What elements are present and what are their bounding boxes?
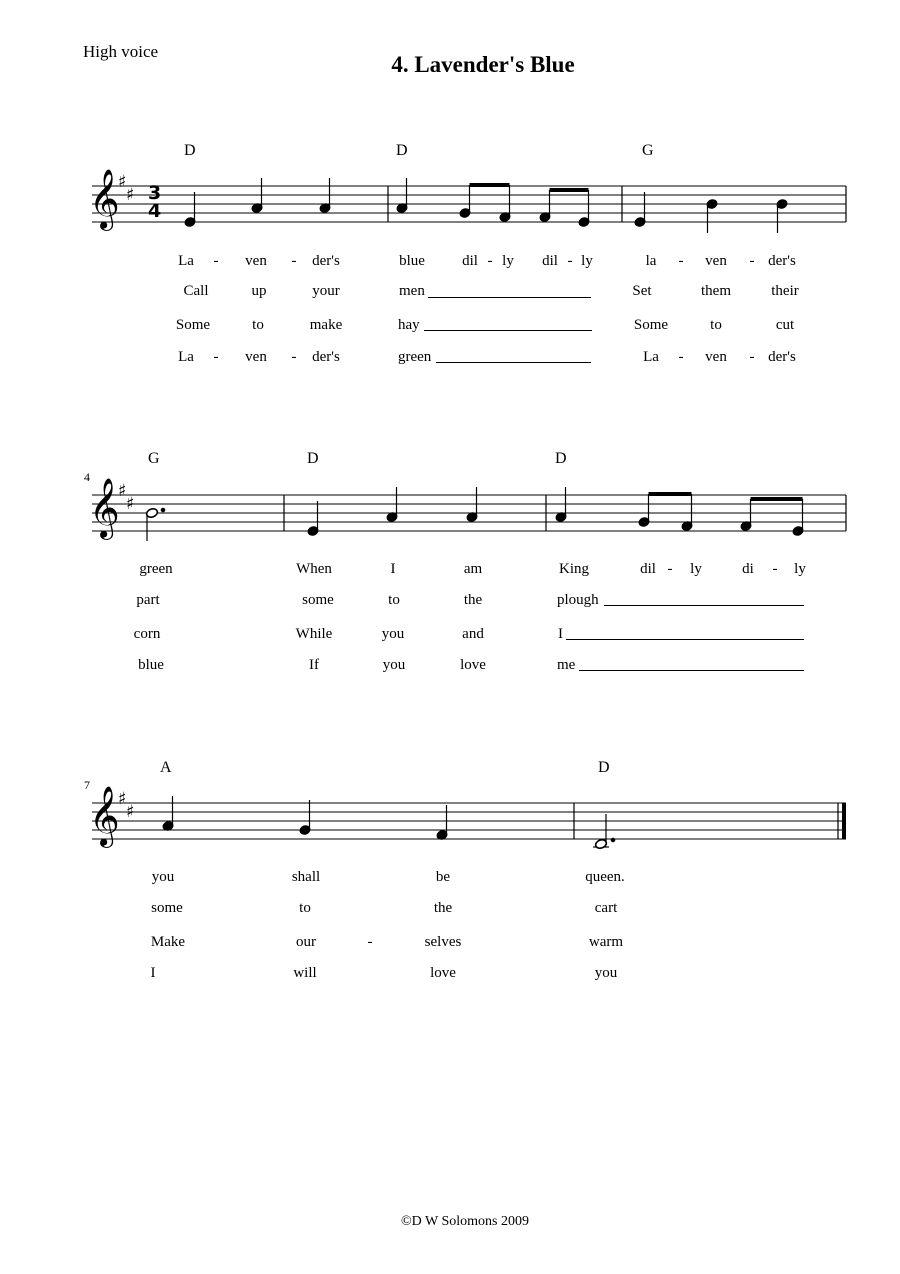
lyric-syllable: corn <box>133 626 161 642</box>
measure-number: 4 <box>84 470 90 484</box>
lyric-syllable: men <box>399 283 425 299</box>
lyric-syllable: La <box>178 253 194 269</box>
lyric-syllable: plough <box>557 592 599 608</box>
lyric-syllable: some <box>151 900 183 916</box>
lyric-syllable: ly <box>502 253 514 269</box>
lyric-syllable: you <box>382 657 406 673</box>
lyric-syllable: ven <box>705 253 727 269</box>
lyric-syllable: green <box>139 561 173 577</box>
lyric-syllable: our <box>296 934 316 950</box>
lyric-syllable: I <box>558 626 563 642</box>
lyric-syllable: make <box>309 317 343 333</box>
lyric-syllable: ven <box>245 349 267 365</box>
lyric-syllable: ven <box>705 349 727 365</box>
lyric-syllable: you <box>381 626 405 642</box>
lyric-syllable: Make <box>150 934 186 950</box>
lyric-hyphen: - <box>567 253 573 269</box>
lyric-syllable: love <box>460 657 486 673</box>
sharp-f-icon: ♯ <box>118 172 127 192</box>
lyric-syllable: cart <box>594 900 618 916</box>
lyric-syllable: ly <box>581 253 593 269</box>
lyric-syllable: them <box>701 283 731 299</box>
lyric-syllable: dil <box>640 561 656 577</box>
sharp-c-icon: ♯ <box>126 494 135 514</box>
copyright-notice: ©D W Solomons 2009 <box>401 1214 529 1229</box>
treble-clef-icon: 𝄞 <box>89 786 120 846</box>
lyric-hyphen: - <box>367 934 373 950</box>
chord-symbol: D <box>396 142 408 159</box>
lyric-syllable: la <box>645 253 657 269</box>
lyric-syllable: love <box>430 965 456 981</box>
lyric-syllable: the <box>433 900 453 916</box>
lyric-syllable: der's <box>768 349 796 365</box>
lyric-hyphen: - <box>487 253 493 269</box>
sharp-f-icon: ♯ <box>118 481 127 501</box>
measure-number: 7 <box>84 778 90 792</box>
lyric-syllable: queen. <box>585 869 625 885</box>
lyric-syllable: der's <box>768 253 796 269</box>
lyric-syllable: hay <box>398 317 420 333</box>
lyric-syllable: some <box>302 592 334 608</box>
lyric-syllable: dil <box>542 253 558 269</box>
lyric-syllable: Set <box>632 283 652 299</box>
lyric-syllable: der's <box>312 349 340 365</box>
lyric-syllable: Some <box>175 317 211 333</box>
lyric-syllable: dil <box>462 253 478 269</box>
lyric-syllable: green <box>398 349 432 365</box>
lyric-syllable: you <box>594 965 618 981</box>
lyric-syllable: cut <box>775 317 795 333</box>
lyric-syllable: La <box>178 349 194 365</box>
chord-symbol: G <box>642 142 654 159</box>
lyric-syllable: your <box>312 283 340 299</box>
lyric-syllable: me <box>557 657 576 673</box>
lyric-syllable: I <box>150 965 156 981</box>
lyric-hyphen: - <box>772 561 778 577</box>
lyric-syllable: warm <box>588 934 624 950</box>
sharp-c-icon: ♯ <box>126 185 135 205</box>
lyric-syllable: the <box>463 592 483 608</box>
lyric-syllable: di <box>742 561 754 577</box>
lyric-syllable: Call <box>183 283 209 299</box>
lyric-hyphen: - <box>749 349 755 365</box>
lyric-syllable: ly <box>690 561 702 577</box>
lyric-hyphen: - <box>291 253 297 269</box>
chord-symbol: D <box>184 142 196 159</box>
sharp-c-icon: ♯ <box>126 802 135 822</box>
lyric-syllable: King <box>559 561 589 577</box>
lyric-syllable: If <box>309 657 319 673</box>
lyric-hyphen: - <box>213 349 219 365</box>
chord-symbol: G <box>148 450 160 467</box>
lyric-hyphen: - <box>667 561 673 577</box>
chord-symbol: D <box>307 450 319 467</box>
lyric-syllable: selves <box>424 934 462 950</box>
lyric-syllable: up <box>251 283 267 299</box>
lyric-syllable: ven <box>245 253 267 269</box>
sharp-f-icon: ♯ <box>118 789 127 809</box>
lyric-syllable: be <box>435 869 451 885</box>
lyric-syllable: to <box>388 592 400 608</box>
lyric-syllable: their <box>771 283 799 299</box>
lyric-syllable: am <box>463 561 483 577</box>
lyric-syllable: blue <box>138 657 164 673</box>
lyric-syllable: to <box>710 317 722 333</box>
lyric-syllable: While <box>295 626 333 642</box>
treble-clef-icon: 𝄞 <box>89 169 120 229</box>
lyric-syllable: La <box>643 349 659 365</box>
lyric-syllable: you <box>151 869 175 885</box>
lyric-hyphen: - <box>749 253 755 269</box>
lyric-syllable: and <box>462 626 484 642</box>
chord-symbol: D <box>598 759 610 776</box>
song-title: 4. Lavender's Blue <box>391 52 575 77</box>
chord-symbol: D <box>555 450 567 467</box>
lyric-syllable: When <box>296 561 332 577</box>
lyric-syllable: shall <box>291 869 321 885</box>
lyric-hyphen: - <box>678 253 684 269</box>
lyric-syllable: Some <box>633 317 669 333</box>
voice-label: High voice <box>83 42 159 61</box>
lyric-syllable: I <box>390 561 396 577</box>
lyric-hyphen: - <box>678 349 684 365</box>
lyric-syllable: will <box>293 965 317 981</box>
chord-symbol: A <box>160 759 172 776</box>
treble-clef-icon: 𝄞 <box>89 478 120 538</box>
lyric-syllable: to <box>252 317 264 333</box>
time-sig-numerator: 3 <box>148 182 162 204</box>
lyric-syllable: ly <box>794 561 806 577</box>
lyric-syllable: to <box>299 900 311 916</box>
lyric-hyphen: - <box>213 253 219 269</box>
lyric-syllable: der's <box>312 253 340 269</box>
lyric-hyphen: - <box>291 349 297 365</box>
lyric-syllable: part <box>136 592 160 608</box>
time-sig-denominator: 4 <box>148 200 162 222</box>
lyric-syllable: blue <box>399 253 425 269</box>
